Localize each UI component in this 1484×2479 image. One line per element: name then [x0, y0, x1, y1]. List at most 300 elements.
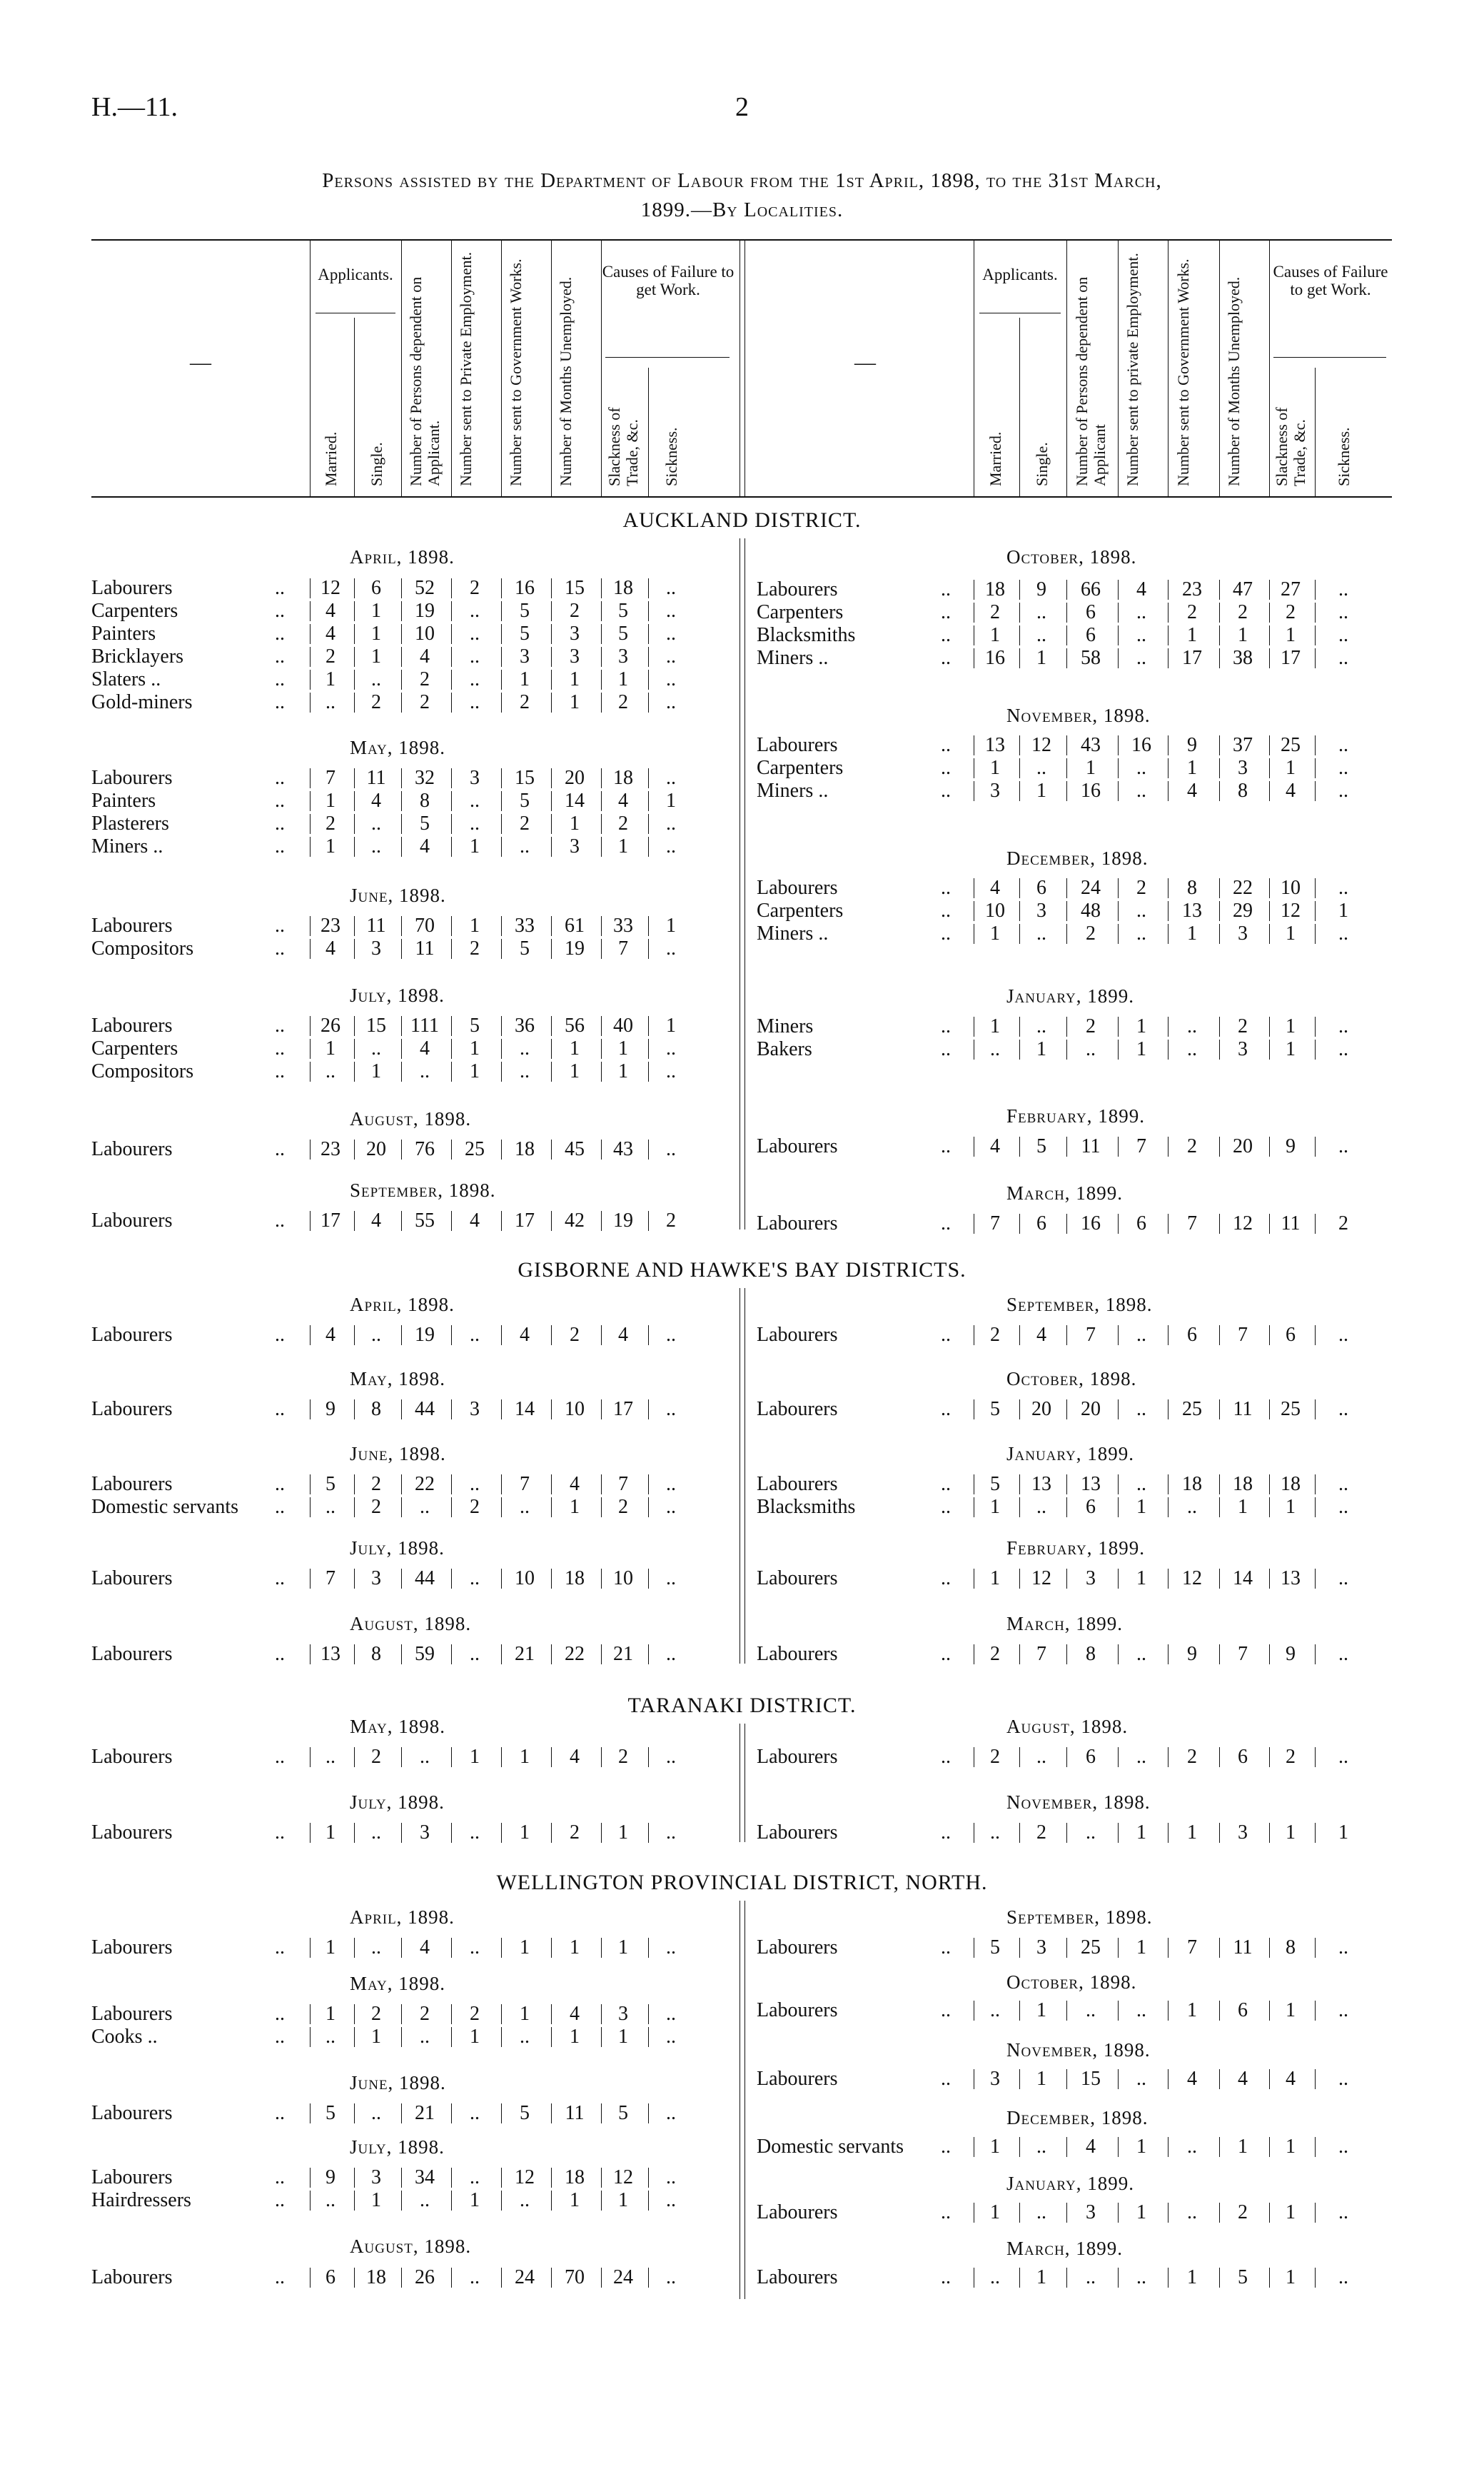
month-heading: June, 1898.	[350, 885, 446, 906]
cell-value: 1	[551, 1936, 598, 1959]
cell-value: 4	[551, 1746, 598, 1769]
occupation-label: Labourers	[757, 2266, 838, 2288]
cell-value: ..	[1168, 2201, 1216, 2224]
occupation-label: Labourers	[757, 2068, 838, 2090]
table-row	[91, 813, 735, 835]
occupation-label: Painters	[91, 790, 156, 812]
cell-value: 4	[1269, 2068, 1312, 2091]
document-reference: H.—11.	[91, 92, 178, 122]
cell-value: ..	[648, 1567, 694, 1590]
month-heading: August, 1898.	[350, 1613, 472, 1634]
cell-value: 1	[1269, 2201, 1312, 2224]
cell-value: 4	[1269, 780, 1312, 803]
cell-value: 1	[974, 757, 1016, 780]
cell-value: 1	[1019, 2068, 1064, 2091]
month-heading: November, 1898.	[1006, 2039, 1151, 2061]
cell-value: 2	[354, 1496, 398, 1519]
month-heading: August, 1898.	[350, 2236, 472, 2257]
cell-value: 8	[1168, 877, 1216, 900]
cell-value: 52	[401, 577, 448, 600]
cell-value: 1	[501, 1746, 548, 1769]
cell-value: 16	[1066, 1212, 1115, 1235]
cell-value: 2	[1315, 1212, 1372, 1235]
cell-value: 4	[974, 1135, 1016, 1158]
cell-value: 1	[310, 1037, 351, 1060]
header-divider	[1019, 318, 1020, 496]
cell-value: 9	[1019, 578, 1064, 601]
cell-value: 1	[1118, 1821, 1165, 1844]
cell-value: 1	[354, 2189, 398, 2212]
cell-value: ..	[1315, 1398, 1372, 1421]
cell-value: ..	[451, 645, 498, 668]
center-double-rule	[740, 1901, 745, 2299]
cell-value: 3	[451, 1398, 498, 1421]
cell-value: 1	[1269, 1038, 1312, 1061]
column-header-govt-left: Number sent to Government Works.	[507, 258, 525, 486]
cell-value: 1	[310, 668, 351, 691]
cell-value: ..	[401, 1746, 448, 1769]
cell-value: ..	[401, 1496, 448, 1519]
cell-value: 16	[1118, 734, 1165, 757]
cell-value: ..	[310, 2189, 351, 2212]
district-heading: WELLINGTON PROVINCIAL DISTRICT, NORTH.	[496, 1871, 988, 1894]
month-heading: September, 1898.	[1006, 1294, 1153, 1315]
cell-value: ..	[1168, 2136, 1216, 2158]
cell-value: ..	[1118, 1999, 1165, 2022]
table-row	[757, 647, 1392, 670]
occupation-label: Blacksmiths	[757, 1496, 856, 1518]
cell-value: 2	[1019, 1821, 1064, 1844]
month-heading: September, 1898.	[350, 1180, 496, 1201]
cell-value: 10	[1269, 877, 1312, 900]
month-heading: August, 1898.	[1006, 1716, 1129, 1737]
cell-value: 18	[354, 2266, 398, 2289]
table-row	[91, 1821, 735, 1844]
cell-value: 37	[1219, 734, 1266, 757]
leader-dots: ..	[275, 1473, 285, 1495]
cell-value: 6	[310, 2266, 351, 2289]
cell-value: 29	[1219, 900, 1266, 922]
cell-value: 1	[1118, 1567, 1165, 1590]
header-divider	[1219, 239, 1220, 496]
cell-value: 13	[1066, 1473, 1115, 1496]
cell-value: 76	[401, 1138, 448, 1161]
month-heading: June, 1898.	[350, 2072, 446, 2093]
cell-value: 24	[1066, 877, 1115, 900]
table-row	[757, 1567, 1392, 1590]
cell-value: 1	[974, 1496, 1016, 1519]
cell-value: ..	[451, 2266, 498, 2289]
cell-value: 1	[451, 835, 498, 858]
cell-value: 4	[401, 1936, 448, 1959]
cell-value: ..	[648, 1936, 694, 1959]
cell-value: 2	[451, 1496, 498, 1519]
occupation-label: Labourers	[757, 578, 838, 600]
column-header-slackness-right: Slackness of Trade, &c.	[1273, 407, 1308, 486]
cell-value: ..	[451, 1473, 498, 1496]
cell-value: 4	[401, 835, 448, 858]
cell-value: ..	[1315, 922, 1372, 945]
cell-value: 25	[1269, 1398, 1312, 1421]
cell-value: 18	[1269, 1473, 1312, 1496]
cell-value: 1	[1269, 1015, 1312, 1038]
cell-value: ..	[1315, 1746, 1372, 1769]
cell-value: 11	[354, 915, 398, 937]
cell-value: 1	[1269, 2136, 1312, 2158]
cell-value: 2	[501, 691, 548, 714]
cell-value: ..	[310, 1060, 351, 1083]
cell-value: 3	[1019, 1936, 1064, 1959]
cell-value: ..	[451, 2166, 498, 2189]
cell-value: 17	[1168, 647, 1216, 670]
cell-value: 1	[551, 813, 598, 835]
cell-value: 6	[354, 577, 398, 600]
cell-value: 1	[501, 1936, 548, 1959]
cell-value: ..	[451, 790, 498, 813]
cell-value: 2	[1168, 1135, 1216, 1158]
occupation-label: Domestic servants	[757, 2136, 904, 2158]
cell-value: ..	[648, 1496, 694, 1519]
cell-value: 11	[1269, 1212, 1312, 1235]
cell-value: 7	[501, 1473, 548, 1496]
cell-value: 1	[451, 1037, 498, 1060]
cell-value: 2	[401, 691, 448, 714]
cell-value: 9	[310, 2166, 351, 2189]
table-row	[91, 937, 735, 960]
cell-value: 3	[551, 623, 598, 645]
cell-value: ..	[648, 2003, 694, 2026]
occupation-label: Bricklayers	[91, 645, 184, 668]
cell-value: 4	[451, 1210, 498, 1232]
table-row	[91, 2266, 735, 2289]
cell-value: 2	[601, 691, 645, 714]
cell-value: 24	[601, 2266, 645, 2289]
table-row	[91, 767, 735, 790]
cell-value: 3	[451, 767, 498, 790]
occupation-label: Labourers	[91, 2102, 173, 2124]
cell-value: 1	[1315, 900, 1372, 922]
cell-value: ..	[1315, 1643, 1372, 1666]
cell-value: 1	[974, 1567, 1016, 1590]
cell-value: 18	[601, 577, 645, 600]
cell-value: 1	[1168, 922, 1216, 945]
cell-value: ..	[648, 767, 694, 790]
column-header-slackness-left: Slackness of Trade, &c.	[605, 407, 641, 486]
cell-value: 10	[401, 623, 448, 645]
cell-value: ..	[648, 1060, 694, 1083]
month-heading: November, 1898.	[1006, 705, 1151, 726]
leader-dots: ..	[275, 1567, 285, 1589]
table-row	[757, 900, 1392, 922]
leader-dots: ..	[941, 2266, 951, 2288]
cell-value: ..	[1019, 1015, 1064, 1038]
cell-value: 23	[1168, 578, 1216, 601]
cell-value: 44	[401, 1398, 448, 1421]
cell-value: 1	[974, 922, 1016, 945]
cell-value: 43	[601, 1138, 645, 1161]
table-row	[757, 922, 1392, 945]
cell-value: 1	[1168, 2266, 1216, 2289]
cell-value: ..	[648, 600, 694, 623]
occupation-label: Labourers	[757, 1746, 838, 1768]
cell-value: 14	[1219, 1567, 1266, 1590]
cell-value: 7	[1019, 1643, 1064, 1666]
cell-value: 20	[551, 767, 598, 790]
cell-value: ..	[1066, 2266, 1115, 2289]
cell-value: 42	[551, 1210, 598, 1232]
month-heading: May, 1898.	[350, 1716, 445, 1737]
cell-value: 11	[354, 767, 398, 790]
cell-value: 22	[1219, 877, 1266, 900]
month-heading: July, 1898.	[350, 985, 445, 1006]
cell-value: 3	[354, 937, 398, 960]
leader-dots: ..	[941, 780, 951, 802]
cell-value: 26	[310, 1015, 351, 1037]
cell-value: ..	[1118, 1473, 1165, 1496]
month-heading: February, 1899.	[1006, 1537, 1146, 1559]
cell-value: ..	[1118, 1643, 1165, 1666]
occupation-label: Labourers	[91, 1138, 173, 1160]
cell-value: ..	[310, 1746, 351, 1769]
cell-value: 8	[354, 1398, 398, 1421]
cell-value: 18	[501, 1138, 548, 1161]
cell-value: 6	[1066, 1496, 1115, 1519]
cell-value: 26	[401, 2266, 448, 2289]
cell-value: 16	[1066, 780, 1115, 803]
table-row	[757, 2266, 1392, 2289]
cell-value: 1	[551, 1496, 598, 1519]
cell-value: 5	[974, 1936, 1016, 1959]
cell-value: ..	[451, 1567, 498, 1590]
cell-value: ..	[1019, 2136, 1064, 2158]
cell-value: 6	[1269, 1324, 1312, 1347]
cell-value: 1	[1219, 624, 1266, 647]
cell-value: 7	[1219, 1643, 1266, 1666]
occupation-label: Miners ..	[757, 780, 829, 802]
cell-value: 1	[354, 1060, 398, 1083]
cell-value: 20	[1219, 1135, 1266, 1158]
cell-value: 40	[601, 1015, 645, 1037]
cell-value: ..	[401, 1060, 448, 1083]
cell-value: ..	[1118, 2068, 1165, 2091]
cell-value: 18	[551, 2166, 598, 2189]
cell-value: 13	[974, 734, 1016, 757]
cell-value: 7	[974, 1212, 1016, 1235]
leader-dots: ..	[275, 1060, 285, 1082]
cell-value: ..	[648, 1037, 694, 1060]
cell-value: ..	[354, 1936, 398, 1959]
occupation-label: Compositors	[91, 937, 194, 960]
cell-value: 10	[601, 1567, 645, 1590]
cell-value: ..	[648, 623, 694, 645]
cell-value: 3	[601, 2003, 645, 2026]
cell-value: 34	[401, 2166, 448, 2189]
cell-value: 1	[501, 2003, 548, 2026]
occupation-label: Labourers	[757, 2201, 838, 2223]
cell-value: ..	[451, 668, 498, 691]
leader-dots: ..	[941, 757, 951, 779]
cell-value: 16	[501, 577, 548, 600]
header-divider	[1118, 239, 1119, 496]
occupation-label: Labourers	[91, 1567, 173, 1589]
occupation-label: Compositors	[91, 1060, 194, 1082]
cell-value: ..	[310, 691, 351, 714]
cell-value: 111	[401, 1015, 448, 1037]
leader-dots: ..	[275, 2189, 285, 2211]
cell-value: ..	[1118, 647, 1165, 670]
table-row	[91, 1936, 735, 1959]
cell-value: ..	[1315, 601, 1372, 624]
occupation-label: Blacksmiths	[757, 624, 856, 646]
cell-value: 1	[354, 2026, 398, 2048]
occupation-label: Labourers	[757, 1999, 838, 2021]
cell-value: 3	[354, 1567, 398, 1590]
cell-value: 1	[1269, 1999, 1312, 2022]
cell-value: 3	[601, 645, 645, 668]
leader-dots: ..	[941, 734, 951, 756]
cell-value: 2	[401, 668, 448, 691]
occupation-label: Carpenters	[757, 900, 844, 922]
cell-value: 1	[1019, 2266, 1064, 2289]
cell-value: 3	[1219, 757, 1266, 780]
cell-value: ..	[974, 1821, 1016, 1844]
cell-value: 1	[974, 624, 1016, 647]
cell-value: 38	[1219, 647, 1266, 670]
cell-value: 4	[354, 1210, 398, 1232]
leader-dots: ..	[275, 1643, 285, 1665]
month-heading: March, 1899.	[1006, 1182, 1124, 1204]
occupation-label: Labourers	[91, 1210, 173, 1232]
cell-value: 15	[354, 1015, 398, 1037]
cell-value: 70	[551, 2266, 598, 2289]
occupation-label: Miners ..	[91, 835, 163, 858]
column-header-married-left: Married.	[321, 431, 340, 486]
cell-value: ..	[648, 1746, 694, 1769]
cell-value: 4	[601, 790, 645, 813]
cell-value: 3	[974, 2068, 1016, 2091]
month-heading: April, 1898.	[350, 1294, 455, 1315]
column-header-single-right: Single.	[1032, 442, 1051, 486]
table-row	[757, 1038, 1392, 1061]
cell-value: 19	[401, 600, 448, 623]
cell-value: ..	[354, 835, 398, 858]
occupation-label: Labourers	[91, 2166, 173, 2188]
cell-value: ..	[1168, 1038, 1216, 1061]
cell-value: 1	[1168, 757, 1216, 780]
leader-dots: ..	[275, 2266, 285, 2288]
cell-value: 1	[451, 1060, 498, 1083]
cell-value: ..	[648, 645, 694, 668]
cell-value: 12	[1168, 1567, 1216, 1590]
cell-value: 3	[551, 645, 598, 668]
cell-value: 2	[451, 2003, 498, 2026]
cell-value: 1	[1168, 1999, 1216, 2022]
column-header-sickness-left: Sickness.	[662, 427, 680, 486]
cell-value: ..	[1315, 757, 1372, 780]
leader-dots: ..	[275, 937, 285, 960]
causes-header-left: Causes of Failure to get Work.	[602, 263, 735, 298]
leader-dots: ..	[275, 1324, 285, 1346]
cell-value: 4	[551, 1473, 598, 1496]
cell-value: 7	[601, 1473, 645, 1496]
leader-dots: ..	[275, 623, 285, 645]
cell-value: 18	[601, 767, 645, 790]
cell-value: 66	[1066, 578, 1115, 601]
occupation-label: Labourers	[91, 1398, 173, 1420]
cell-value: 4	[310, 937, 351, 960]
cell-value: 6	[1219, 1999, 1266, 2022]
cell-value: 11	[1219, 1936, 1266, 1959]
cell-value: 1	[551, 668, 598, 691]
leader-dots: ..	[275, 691, 285, 713]
leader-dots: ..	[275, 767, 285, 789]
cell-value: ..	[501, 2026, 548, 2048]
column-header-private_left-left: Number sent to Private Employment.	[457, 251, 475, 486]
cell-value: 3	[1066, 1567, 1115, 1590]
cell-value: 8	[1269, 1936, 1312, 1959]
cell-value: ..	[310, 2026, 351, 2048]
district-heading: TARANAKI DISTRICT.	[627, 1694, 857, 1717]
cell-value: 70	[401, 915, 448, 937]
occupation-label: Labourers	[757, 1324, 838, 1346]
month-heading: July, 1898.	[350, 1537, 445, 1559]
cell-value: 1	[354, 623, 398, 645]
table-row	[757, 1212, 1392, 1235]
cell-value: 3	[1219, 1821, 1266, 1844]
month-heading: April, 1898.	[350, 1906, 455, 1928]
center-double-rule	[740, 1724, 745, 1842]
cell-value: 13	[1269, 1567, 1312, 1590]
cell-value: 21	[501, 1643, 548, 1666]
cell-value: 25	[451, 1138, 498, 1161]
cell-value: 3	[501, 645, 548, 668]
cell-value: ..	[1315, 1015, 1372, 1038]
cell-value: ..	[1315, 578, 1372, 601]
cell-value: 14	[551, 790, 598, 813]
cell-value: 4	[1168, 2068, 1216, 2091]
column-header-married-right: Married.	[986, 431, 1004, 486]
cell-value: ..	[451, 1324, 498, 1347]
leader-dots: ..	[275, 2166, 285, 2188]
cell-value: ..	[401, 2189, 448, 2212]
cell-value: ..	[648, 2102, 694, 2125]
column-header-dependents_right-right: Number of Persons dependent on Applicant	[1073, 276, 1109, 486]
cell-value: 1	[1019, 1038, 1064, 1061]
center-double-rule	[740, 1288, 745, 1664]
cell-value: 5	[974, 1398, 1016, 1421]
leader-dots: ..	[275, 2003, 285, 2025]
leader-dots: ..	[941, 1496, 951, 1518]
leader-dots: ..	[275, 1398, 285, 1420]
cell-value: ..	[1118, 1324, 1165, 1347]
table-row	[757, 1643, 1392, 1666]
cell-value: 1	[601, 1936, 645, 1959]
cell-value: 1	[310, 835, 351, 858]
leader-dots: ..	[941, 1135, 951, 1157]
cell-value: 24	[501, 2266, 548, 2289]
cell-value: 2	[1269, 601, 1312, 624]
cell-value: 1	[451, 915, 498, 937]
occupation-label: Labourers	[91, 1643, 173, 1665]
cell-value: ..	[1118, 1398, 1165, 1421]
leader-dots: ..	[941, 1643, 951, 1665]
cell-value: 25	[1269, 734, 1312, 757]
cell-value: 4	[1219, 2068, 1266, 2091]
cell-value: 5	[601, 600, 645, 623]
cell-value: 2	[974, 601, 1016, 624]
occupation-label: Miners ..	[757, 922, 829, 945]
cell-value: ..	[1019, 601, 1064, 624]
